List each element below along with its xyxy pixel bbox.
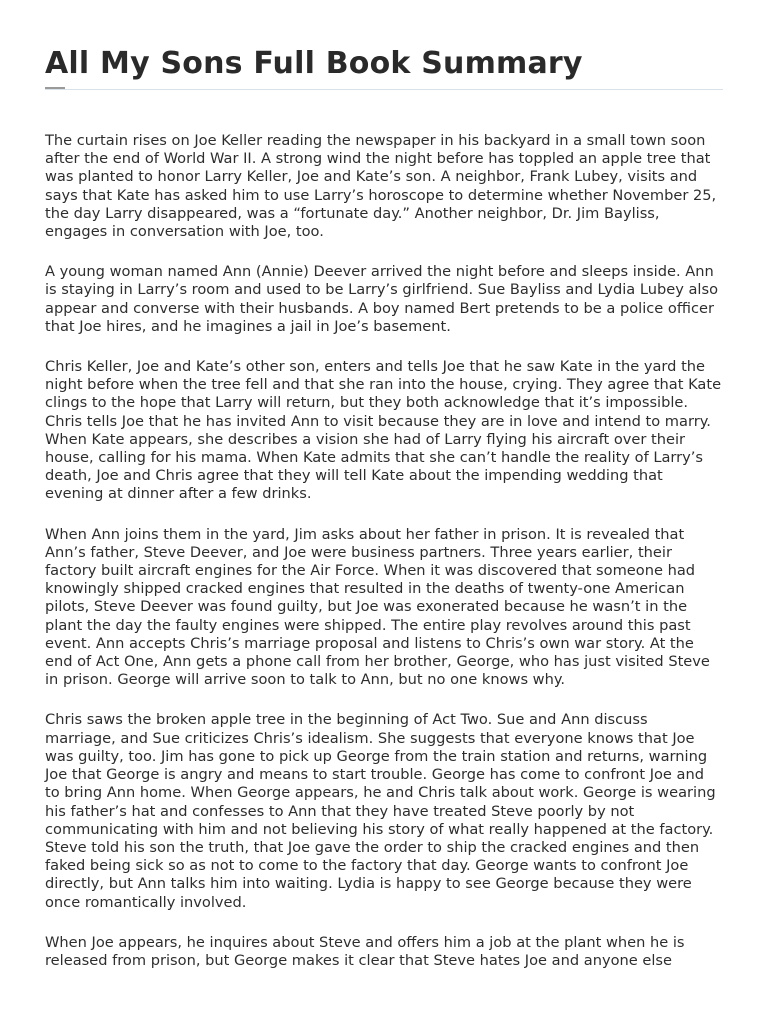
paragraph-2: A young woman named Ann (Annie) Deever arrived the night before and sleeps inside. Ann is staying in Larry’s room and used to be Larry’s girlfriend. Sue Bayliss and Lydia Lubey also appear and converse with their husbands. A boy named Bert pretends to be a police officer that Joe hires, and he imagines a jail in Joe’s basement. bbox=[45, 263, 719, 335]
summary-body bbox=[45, 132, 723, 992]
paragraph-5: Chris saws the broken apple tree in the beginning of Act Two. Sue and Ann discuss marriage, and Sue criticizes Chris’s idealism. She suggests that everyone knows that Joe was guilty, too. Jim has gone to pick up George from the train station and returns, warning Joe that George is angry and means to start trouble. George has come to confront Joe and to bring Ann home. When George appears, he and Chris talk about work. George is wearing his father’s hat and confesses to Ann that they have treated Steve poorly by not communicating with him and not believing his story of what really happened at the factory. Steve told his son the truth, that Joe gave the order to ship the cracked engines and then faked being sick so as not to come to the factory that day. George wants to confront Joe directly, but Ann talks him into waiting. Lydia is happy to see George because they were once romantically involved. bbox=[45, 711, 716, 911]
paragraph-1: The curtain rises on Joe Keller reading the newspaper in his backyard in a small town soon after the end of World War II. A strong wind the night before has toppled an apple tree that was planted to honor Larry Keller, Joe and Kate’s son. A neighbor, Frank Lubey, visits and says that Kate has asked him to use Larry’s horoscope to determine whether November 25, the day Larry disappeared, was a “fortunate day.” Another neighbor, Dr. Jim Bayliss, engages in conversation with Joe, too. bbox=[45, 132, 717, 241]
page-title: All My Sons Full Book Summary bbox=[45, 46, 583, 81]
paragraph-6: When Joe appears, he inquires about Steve and offers him a job at the plant when he is released from prison, but George makes it clear that Steve hates Joe and anyone else bbox=[45, 933, 685, 969]
title-divider bbox=[45, 89, 723, 90]
paragraph-4: When Ann joins them in the yard, Jim asks about her father in prison. It is revealed that Ann’s father, Steve Deever, and Joe were business partners. Three years earlier, their factory built aircraft engines for the Air Force. When it was discovered that someone had knowingly shipped cracked engines that resulted in the deaths of twenty-one American pilots, Steve Deever was found guilty, but Joe was exonerated because he wasn’t in the plant the day the faulty engines were shipped. The entire play revolves around this past event. Ann accepts Chris’s marriage proposal and listens to Chris’s own war story. At the end of Act One, Ann gets a phone call from her brother, George, who has just visited Steve in prison. George will arrive soon to talk to Ann, but no one knows why. bbox=[45, 525, 710, 689]
paragraph-3: Chris Keller, Joe and Kate’s other son, enters and tells Joe that he saw Kate in the yard the night before when the tree fell and that she ran into the house, crying. They agree that Kate clings to the hope that Larry will return, but they both acknowledge that it’s impossible. Chris tells Joe that he has invited Ann to visit because they are in love and intend to marry. When Kate appears, she describes a vision she had of Larry flying his aircraft over their house, calling for his mama. When Kate admits that she can’t handle the reality of Larry’s death, Joe and Chris agree that they will tell Kate about the impending wedding that evening at dinner after a few drinks. bbox=[45, 358, 722, 503]
